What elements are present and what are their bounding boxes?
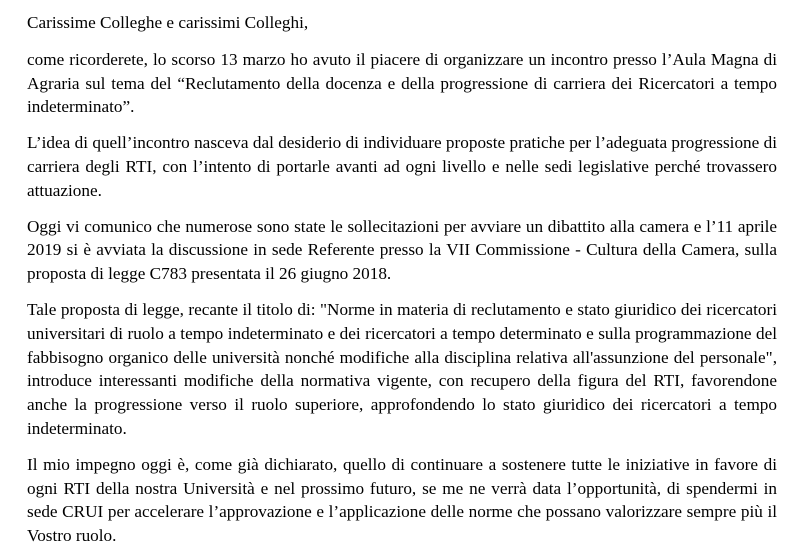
paragraph-law-proposal: Tale proposta di legge, recante il titolo di: "Norme in materia di reclutamento e stato giuridico dei ricercatori universitari di ruolo a tempo indeterminato e dei ricercatori a tempo determinato e sulla programmazione del fabbisogno organico delle università nonché modifiche alla disciplina relativa all'assunzione del personale", introduce interessanti modifiche della normativa vigente, con recupero della figura del RTI, favorendone anche la progressione verso il ruolo superiore, approfondendo lo stato giuridico dei ricercatori a tempo indeterminato.: [27, 299, 777, 438]
salutation: Carissime Colleghe e carissimi Colleghi,: [27, 13, 309, 32]
paragraph-chamber-discussion: Oggi vi comunico che numerose sono state le sollecitazioni per avviare un dibattito alla camera e l’11 aprile 2019 si è avviata la discussione in sede Referente presso la VII Commissione - Cultura della Camera, sulla proposta di legge C783 presentata il 26 giugno 2018.: [27, 216, 777, 284]
paragraph-commitment: Il mio impegno oggi è, come già dichiarato, quello di continuare a sostenere tutte le iniziative in favore di ogni RTI della nostra Università e nel prossimo futuro, se me ne verrà data l’opportunità, di spendermi in sede CRUI per accelerare l’approvazione e l’applicazione delle norme che possano valorizzare sempre più il Vostro ruolo.: [27, 454, 777, 546]
letter-body: [27, 11, 777, 548]
paragraph-meeting-purpose: L’idea di quell’incontro nasceva dal desiderio di individuare proposte pratiche per l’adeguata progressione di carriera degli RTI, con l’intento di portarle avanti ad ogni livello e nelle sedi legislative perché trovassero attuazione.: [27, 133, 777, 200]
paragraph-meeting-recap: come ricorderete, lo scorso 13 marzo ho avuto il piacere di organizzare un incontro presso l’Aula Magna di Agraria sul tema del “Reclutamento della docenza e della progressione di carriera dei Ricercatori a tempo indeterminato”.: [27, 49, 777, 117]
